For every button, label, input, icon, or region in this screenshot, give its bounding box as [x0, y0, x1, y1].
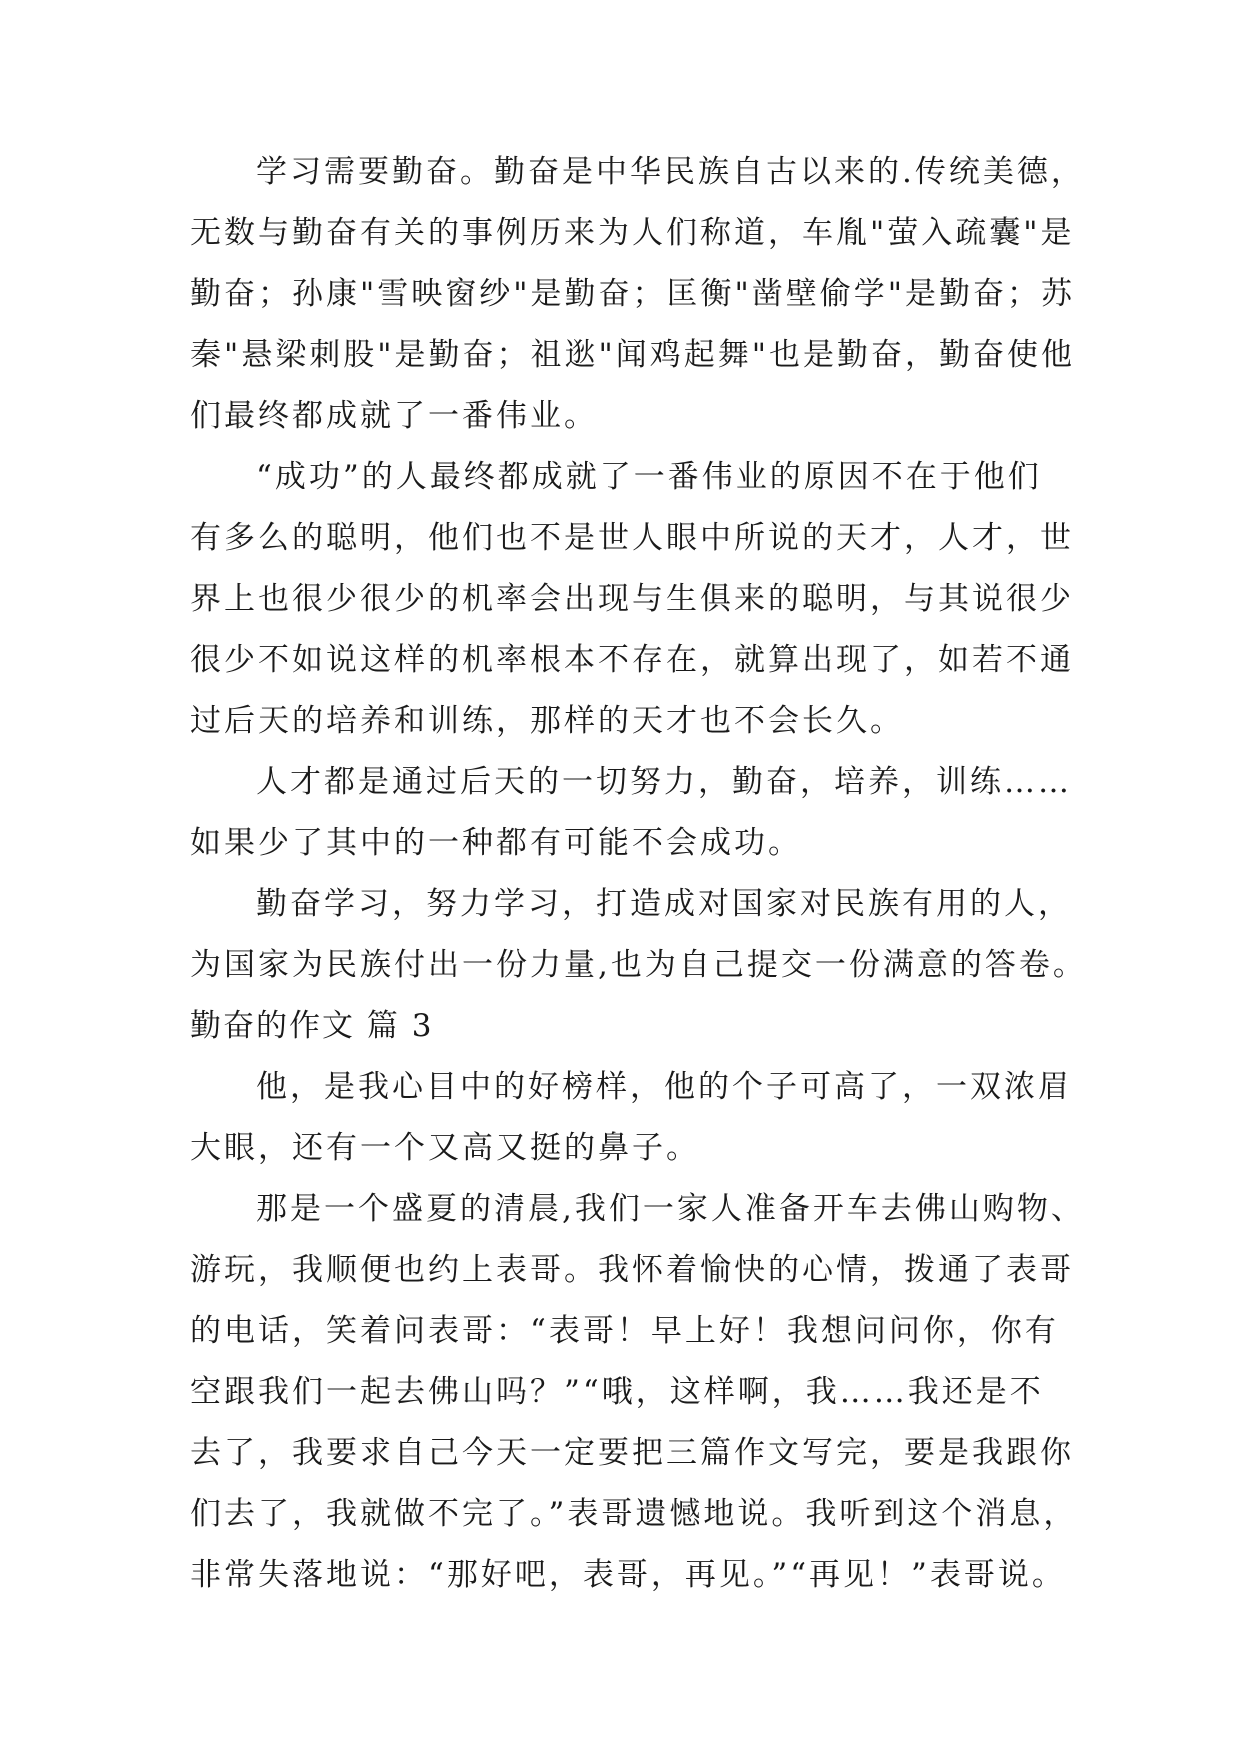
paragraph-6-line-7: 非常失落地说：“那好吧，表哥，再见。”“再见！”表哥说。 [190, 1557, 1066, 1593]
paragraph-1-line-4: 秦"悬梁刺股"是勤奋；祖逖"闻鸡起舞"也是勤奋，勤奋使他 [190, 337, 1076, 373]
paragraph-5-line-2: 大眼，还有一个又高又挺的鼻子。 [190, 1130, 700, 1166]
paragraph-6-line-1: 那是一个盛夏的清晨,我们一家人准备开车去佛山购物、 [256, 1191, 1085, 1227]
paragraph-5-line-1: 他，是我心目中的好榜样，他的个子可高了，一双浓眉 [256, 1069, 1072, 1105]
paragraph-2-line-5: 过后天的培养和训练，那样的天才也不会长久。 [190, 703, 904, 739]
paragraph-4-line-2: 为国家为民族付出一份力量,也为自己提交一份满意的答卷。 [190, 947, 1087, 983]
paragraph-1-line-5: 们最终都成就了一番伟业。 [190, 398, 598, 434]
paragraph-2-line-4: 很少不如说这样的机率根本不存在，就算出现了，如若不通 [190, 642, 1074, 678]
paragraph-6-line-4: 空跟我们一起去佛山吗？”“哦，这样啊，我……我还是不 [190, 1374, 1044, 1410]
paragraph-2-line-1: “成功”的人最终都成就了一番伟业的原因不在于他们 [256, 459, 1042, 495]
section-heading: 勤奋的作文 篇 3 [190, 1008, 434, 1044]
paragraph-6-line-2: 游玩，我顺便也约上表哥。我怀着愉快的心情，拨通了表哥 [190, 1252, 1074, 1288]
paragraph-1-line-2: 无数与勤奋有关的事例历来为人们称道，车胤"萤入疏囊"是 [190, 215, 1075, 251]
paragraph-4-line-1: 勤奋学习，努力学习，打造成对国家对民族有用的人， [256, 886, 1072, 922]
paragraph-2-line-3: 界上也很少很少的机率会出现与生俱来的聪明，与其说很少 [190, 581, 1074, 617]
paragraph-1-line-1: 学习需要勤奋。勤奋是中华民族自古以来的.传统美德， [256, 154, 1085, 190]
paragraph-3-line-1: 人才都是通过后天的一切努力，勤奋，培养，训练…… [256, 764, 1072, 800]
paragraph-1-line-3: 勤奋；孙康"雪映窗纱"是勤奋；匡衡"凿壁偷学"是勤奋；苏 [190, 276, 1076, 312]
paragraph-6-line-6: 们去了，我就做不完了。”表哥遗憾地说。我听到这个消息， [190, 1496, 1078, 1532]
paragraph-2-line-2: 有多么的聪明，他们也不是世人眼中所说的天才，人才，世 [190, 520, 1074, 556]
paragraph-6-line-3: 的电话，笑着问表哥：“表哥！早上好！我想问问你，你有 [190, 1313, 1059, 1349]
paragraph-3-line-2: 如果少了其中的一种都有可能不会成功。 [190, 825, 802, 861]
paragraph-6-line-5: 去了，我要求自己今天一定要把三篇作文写完，要是我跟你 [190, 1435, 1074, 1471]
